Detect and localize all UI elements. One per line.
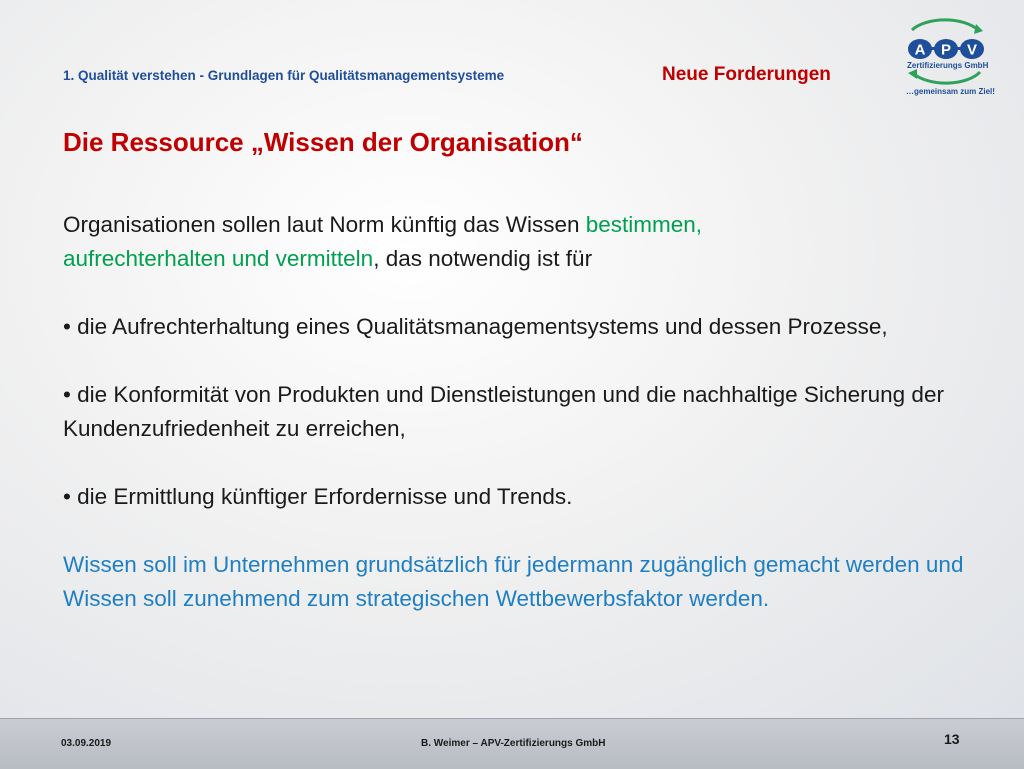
spacer: [63, 514, 993, 548]
intro-highlight-determine: bestimmen,: [585, 212, 703, 237]
intro-paragraph: [63, 208, 993, 276]
spacer: [63, 344, 993, 378]
company-logo: [890, 16, 1000, 102]
logo-letter-a: A: [914, 41, 926, 59]
logo-tagline: …gemeinsam zum Ziel!: [906, 87, 995, 96]
intro-text-end: , das notwendig ist für: [373, 246, 593, 271]
intro-text-start: Organisationen sollen laut Norm künftig das Wissen: [63, 212, 586, 237]
spacer: [63, 446, 993, 480]
conclusion-paragraph: Wissen soll im Unternehmen grundsätzlich für jedermann zugänglich gemacht werden und Wissen soll zunehmend zum strategischen Wettbewerbsfaktor werden.: [63, 552, 964, 611]
breadcrumb: 1. Qualität verstehen - Grundlagen für Qualitätsmanagementsysteme: [63, 68, 505, 83]
footer-author: B. Weimer – APV-Zertifizierungs GmbH: [421, 738, 606, 749]
apv-logo-icon: [890, 16, 1000, 86]
section-tag: Neue Forderungen: [662, 64, 831, 85]
slide-footer: [0, 718, 1024, 769]
page-number: 13: [944, 731, 960, 747]
logo-company-name: Zertifizierungs GmbH: [907, 61, 989, 70]
spacer: [63, 276, 993, 310]
bullet-item: • die Aufrechterhaltung eines Qualitätsmanagementsystems und dessen Prozesse,: [63, 314, 888, 339]
footer-date: 03.09.2019: [61, 738, 112, 749]
bullet-item: • die Konformität von Produkten und Dienstleistungen und die nachhaltige Sicherung der Kundenzufriedenheit zu erreichen,: [63, 382, 944, 441]
logo-letter-p: P: [940, 41, 952, 59]
slide-body: [63, 208, 993, 616]
logo-letter-v: V: [966, 41, 978, 59]
bullet-item: • die Ermittlung künftiger Erfordernisse und Trends.: [63, 484, 573, 509]
page-title: Die Ressource „Wissen der Organisation“: [63, 127, 583, 157]
intro-highlight-maintain: aufrechterhalten und vermitteln: [63, 246, 374, 271]
